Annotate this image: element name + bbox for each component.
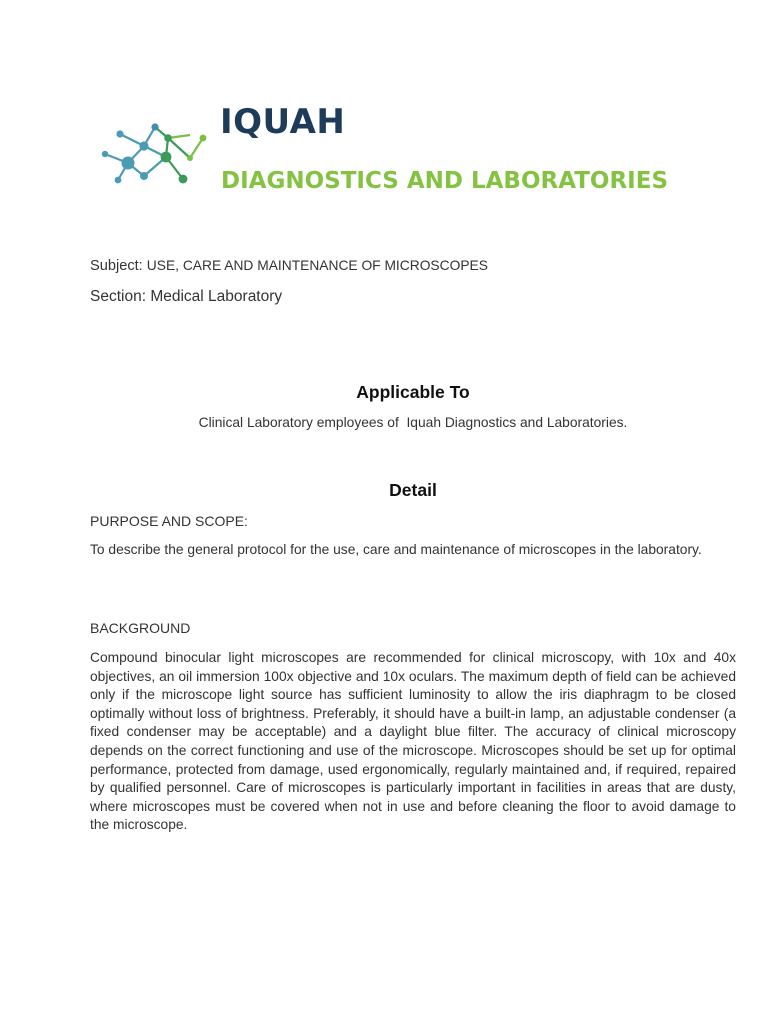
section-line <box>90 288 282 306</box>
background-paragraph: Compound binocular light microscopes are recommended for clinical microscopy, with 10x and 40x objectives, an oil immersion 100x objective and 10x oculars. The maximum depth of field can be achieved only if the microscope light source has sufficient luminosity to allow the iris diaphragm to be closed optimally without loss of brightness. Preferably, it should have a built-in lamp, an adjustable condenser (a fixed condenser may be acceptable) and a daylight blue filter. The accuracy of clinical microscopy depends on the correct functioning and use of the microscope. Microscopes should be set up for optimal performance, protected from damage, used ergonomically, regularly maintained and, if required, repaired by qualified personnel. Care of microscopes is particularly important in facilities in areas that are dusty, where microscopes must be covered when not in use and before cleaning the floor to avoid damage to the microscope. <box>90 650 736 833</box>
brand-subtitle: DIAGNOSTICS AND LABORATORIES <box>221 168 669 194</box>
subject-value: USE, CARE AND MAINTENANCE OF MICROSCOPES <box>146 258 488 273</box>
subject-line <box>90 258 488 274</box>
section-value: Medical Laboratory <box>150 288 283 305</box>
applicable-heading: Applicable To <box>356 382 470 402</box>
subject-label: Subject: <box>90 258 143 274</box>
detail-heading: Detail <box>389 480 437 500</box>
molecule-network-logo-icon <box>100 118 210 190</box>
applicable-text: Clinical Laboratory employees of Iquah Diagnostics and Laboratories. <box>198 415 628 430</box>
brand-name: IQUAH <box>220 102 346 142</box>
section-label: Section: <box>90 288 147 305</box>
purpose-paragraph: To describe the general protocol for the use, care and maintenance of microscopes in the laboratory. <box>90 542 702 557</box>
background-label: BACKGROUND <box>90 620 191 636</box>
purpose-label: PURPOSE AND SCOPE: <box>90 513 248 529</box>
